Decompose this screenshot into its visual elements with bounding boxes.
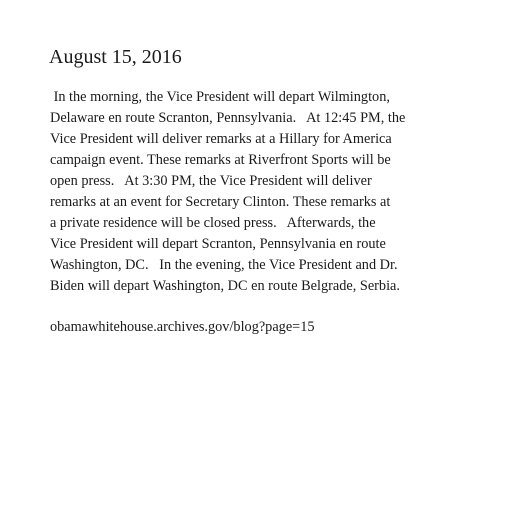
paragraph-line: Vice President will depart Scranton, Pennsylvania en route (50, 236, 386, 252)
paragraph-line: campaign event. These remarks at Riverfront Sports will be (50, 152, 391, 168)
document-date: August 15, 2016 (49, 46, 182, 68)
paragraph-line: In the morning, the Vice President will depart Wilmington, (50, 89, 390, 105)
paragraph-line: open press. At 3:30 PM, the Vice President will deliver (50, 173, 372, 189)
paragraph-line: remarks at an event for Secretary Clinton. These remarks at (50, 194, 391, 210)
paragraph-line: Biden will depart Washington, DC en route Belgrade, Serbia. (50, 278, 400, 294)
paragraph-line: Vice President will deliver remarks at a Hillary for America (50, 131, 392, 147)
paragraph-line: Washington, DC. In the evening, the Vice President and Dr. (50, 257, 398, 273)
schedule-paragraph (50, 87, 490, 297)
paragraph-line: Delaware en route Scranton, Pennsylvania. At 12:45 PM, the (50, 110, 406, 126)
paragraph-line: a private residence will be closed press. Afterwards, the (50, 215, 376, 231)
source-url: obamawhitehouse.archives.gov/blog?page=15 (50, 319, 315, 335)
